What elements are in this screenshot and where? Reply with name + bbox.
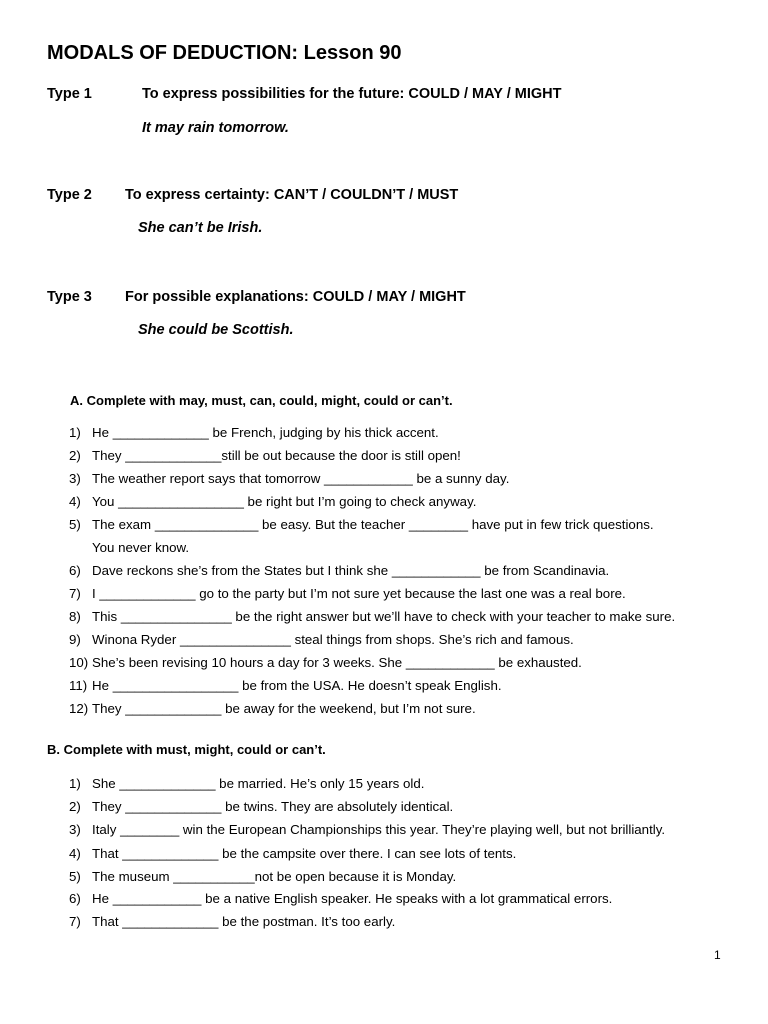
item-number: 12) xyxy=(69,701,89,716)
item-number: 3) xyxy=(69,822,81,837)
item-number: 2) xyxy=(69,799,81,814)
list-item xyxy=(69,609,749,627)
list-item xyxy=(69,517,749,535)
list-item xyxy=(69,494,749,512)
item-text: They _____________still be out because the door is still open! xyxy=(92,448,461,463)
item-number: 4) xyxy=(69,846,81,861)
item-number: 11) xyxy=(69,678,88,693)
item-text: Dave reckons she’s from the States but I think she ____________ be from Scandinavia. xyxy=(92,563,610,578)
item-number: 2) xyxy=(69,448,81,463)
list-item xyxy=(69,632,749,650)
item-text: You never know. xyxy=(92,540,190,555)
item-text: He ____________ be a native English speaker. He speaks with a lot grammatical errors. xyxy=(92,891,613,906)
item-number: 7) xyxy=(69,914,81,929)
list-item xyxy=(69,563,749,581)
section-a-heading: A. Complete with may, must, can, could, might, could or can’t. xyxy=(70,393,453,408)
item-number: 3) xyxy=(69,471,81,486)
type-3-label: Type 3 xyxy=(47,289,92,305)
item-text: I _____________ go to the party but I’m not sure yet because the last one was a real bore. xyxy=(92,586,626,601)
list-item xyxy=(69,914,749,932)
item-number: 10) xyxy=(69,655,89,670)
item-number: 9) xyxy=(69,632,81,647)
item-text: Winona Ryder _______________ steal things from shops. She’s rich and famous. xyxy=(92,632,574,647)
list-item xyxy=(69,425,749,443)
item-text: You _________________ be right but I’m going to check anyway. xyxy=(92,494,477,509)
item-number: 4) xyxy=(69,494,81,509)
type-2-label: Type 2 xyxy=(47,187,92,203)
list-item xyxy=(69,869,749,887)
item-number: 5) xyxy=(69,869,81,884)
item-text: The exam ______________ be easy. But the teacher ________ have put in few trick questions. xyxy=(92,517,654,532)
type-2-example: She can’t be Irish. xyxy=(138,220,263,236)
item-text: He _____________ be French, judging by his thick accent. xyxy=(92,425,439,440)
type-1-label: Type 1 xyxy=(47,86,92,102)
item-text: That _____________ be the postman. It’s too early. xyxy=(92,914,396,929)
item-number: 1) xyxy=(69,425,81,440)
item-text: She _____________ be married. He’s only 15 years old. xyxy=(92,776,425,791)
list-item-continuation xyxy=(69,540,749,558)
type-2-description: To express certainty: CAN’T / COULDN’T / MUST xyxy=(125,187,459,203)
item-number: 5) xyxy=(69,517,81,532)
item-number: 6) xyxy=(69,563,81,578)
list-item xyxy=(69,655,749,673)
item-number: 8) xyxy=(69,609,81,624)
type-1-description: To express possibilities for the future: COULD / MAY / MIGHT xyxy=(142,86,562,102)
list-item xyxy=(69,776,749,794)
type-1-example: It may rain tomorrow. xyxy=(142,120,289,136)
item-text: That _____________ be the campsite over there. I can see lots of tents. xyxy=(92,846,517,861)
type-3-description: For possible explanations: COULD / MAY / MIGHT xyxy=(125,289,466,305)
list-item xyxy=(69,448,749,466)
item-text: Italy ________ win the European Championships this year. They’re playing well, but not brilliantly. xyxy=(92,822,666,837)
item-number: 1) xyxy=(69,776,81,791)
item-text: They _____________ be away for the weekend, but I’m not sure. xyxy=(92,701,476,716)
list-item xyxy=(69,678,749,696)
list-item xyxy=(69,891,749,909)
list-item xyxy=(69,701,749,719)
list-item xyxy=(69,586,749,604)
list-item xyxy=(69,822,749,840)
item-text: They _____________ be twins. They are absolutely identical. xyxy=(92,799,454,814)
type-3-example: She could be Scottish. xyxy=(138,322,294,338)
item-text: He _________________ be from the USA. He doesn’t speak English. xyxy=(92,678,502,693)
list-item xyxy=(69,846,749,864)
item-number: 6) xyxy=(69,891,81,906)
item-number: 7) xyxy=(69,586,81,601)
page-number: 1 xyxy=(714,948,721,962)
item-text: The museum ___________not be open because it is Monday. xyxy=(92,869,457,884)
item-text: She’s been revising 10 hours a day for 3 weeks. She ____________ be exhausted. xyxy=(92,655,582,670)
item-text: The weather report says that tomorrow ____________ be a sunny day. xyxy=(92,471,510,486)
page-title: MODALS OF DEDUCTION: Lesson 90 xyxy=(47,42,402,64)
list-item xyxy=(69,799,749,817)
item-text: This _______________ be the right answer but we’ll have to check with your teacher to make sure. xyxy=(92,609,676,624)
section-b-heading: B. Complete with must, might, could or can’t. xyxy=(47,742,326,757)
list-item xyxy=(69,471,749,489)
